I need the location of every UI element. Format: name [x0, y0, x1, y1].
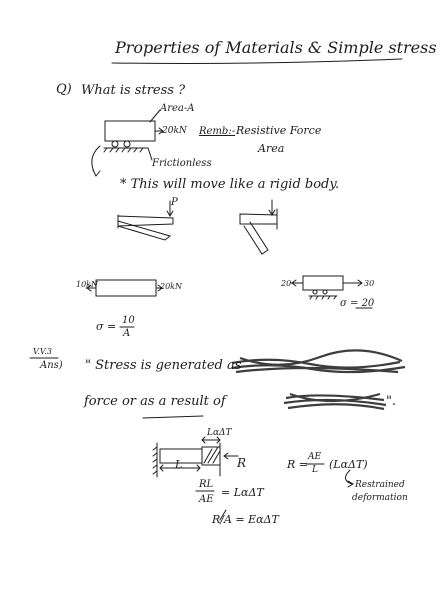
fig5-eq3-den: L	[312, 465, 318, 475]
fig5-eq1-rhs: = LαΔT	[221, 486, 264, 499]
question-prefix: Q)	[56, 82, 72, 97]
fig4-right-arrow	[343, 280, 362, 286]
fig5-eq1-den: AE	[199, 494, 214, 505]
fig3-right-arrow	[156, 285, 162, 291]
fig3-frac-num: 10	[122, 315, 135, 326]
fig2-right-rotated	[244, 222, 268, 254]
rigid-body-note: * This will move like a rigid body.	[120, 177, 340, 192]
fig1-curve-arrow	[92, 146, 100, 176]
scribble-2	[284, 394, 386, 409]
fig2-left-rotated	[118, 221, 170, 240]
fig1-force-arrow	[155, 128, 163, 134]
fig5-r-arrow	[224, 453, 238, 459]
area-label: Area-A	[160, 103, 195, 114]
answer-marker: V.V.3	[33, 347, 52, 356]
fig1-roller-right	[124, 141, 130, 147]
fig5-bar	[160, 449, 202, 463]
fig5-restrained-arrow	[345, 470, 353, 487]
load-p-label: P	[171, 197, 178, 208]
support-label: Frictionless	[152, 158, 212, 169]
fig4-ground	[309, 296, 337, 299]
question-text: What is stress ?	[81, 83, 186, 98]
fig2-right-beam	[240, 214, 277, 224]
fig4-roller-left	[313, 290, 317, 294]
fig3-right-force: 20kN	[160, 282, 183, 291]
remark-label: Remb:-	[199, 126, 236, 137]
fig3-frac-den: A	[123, 328, 131, 339]
fig2-load-arrow	[167, 201, 173, 216]
deformation-label: deformation	[352, 493, 408, 503]
answer-line-2-end: ".	[386, 394, 397, 409]
fig5-dl-dim	[202, 437, 220, 443]
fig5-eq2-slash	[220, 510, 226, 520]
page-title: Properties of Materials & Simple stress	[115, 38, 437, 57]
formula-top: Resistive Force	[236, 124, 322, 137]
fig5-dl-label: LαΔT	[207, 428, 232, 438]
fig5-eq3-num: AE	[308, 452, 322, 462]
fig1-block	[105, 121, 155, 141]
fig5-eq1-num: RL	[199, 479, 214, 490]
fig3-sigma: σ =	[96, 320, 117, 333]
fig5-l-label: L	[175, 458, 183, 471]
fig3-bar	[96, 280, 156, 296]
fig1-ground-hatch	[104, 148, 143, 152]
scribble-1	[232, 350, 405, 372]
fig4-left-force: 20	[281, 279, 292, 288]
answer-prefix: Ans)	[40, 360, 63, 371]
fig2-left-beam	[118, 216, 173, 226]
fig5-eq2: R/A = EαΔT	[212, 513, 279, 526]
fig4-left-arrow	[291, 280, 303, 286]
force-label: 20kN	[162, 126, 187, 136]
fig2-right-arrow	[269, 200, 275, 215]
fig5-r-label: R	[237, 456, 247, 470]
restrained-label: Restrained	[355, 480, 405, 490]
fig5-expansion-hatch	[204, 447, 220, 463]
fig1-friction-pointer	[148, 148, 152, 160]
fig5-eq3-rhs: (LαΔT)	[329, 458, 368, 471]
fig3-left-force: 10kN	[76, 280, 99, 289]
formula-bottom: Area	[258, 142, 285, 155]
fig1-area-pointer	[150, 110, 160, 122]
fig5-eq3-lhs: R =	[287, 458, 308, 471]
fig4-right-force: 30	[364, 279, 375, 288]
fig1-roller-left	[112, 141, 118, 147]
fig5-left-wall-hatch	[153, 447, 157, 474]
title-underline	[112, 59, 402, 64]
answer-line-1: " Stress is generated as	[85, 358, 242, 373]
answer-line-2-start: force or as a result of	[84, 394, 226, 409]
fig5-divider	[143, 416, 203, 418]
fig4-roller-right	[323, 290, 327, 294]
fig3-left-arrow	[86, 285, 96, 291]
fig4-sigma: σ = 20	[340, 298, 375, 309]
fig4-bar	[303, 276, 343, 290]
fig5-l-dim	[160, 465, 200, 471]
